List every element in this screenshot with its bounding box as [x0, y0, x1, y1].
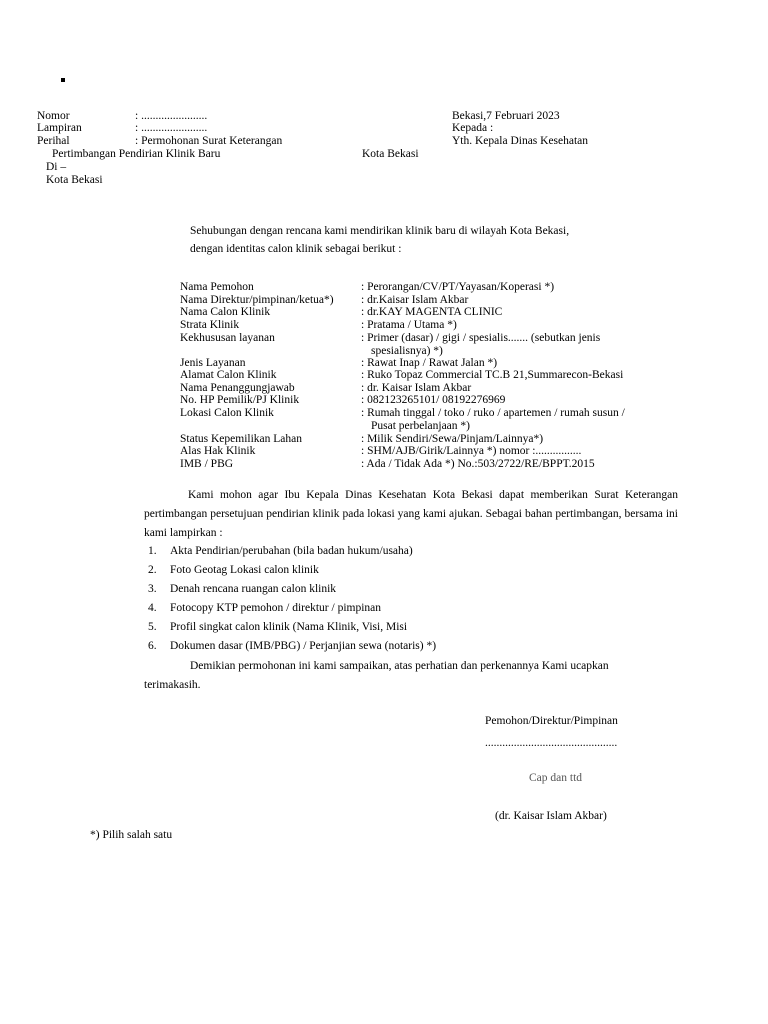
city-label: Kota Bekasi	[46, 174, 103, 186]
identity-value: : dr. Kaisar Islam Akbar	[361, 382, 472, 394]
identity-value: : dr.Kaisar Islam Akbar	[361, 294, 469, 306]
identity-label: Kekhususan layanan	[180, 332, 275, 344]
identity-value: : Ada / Tidak Ada *) No.:503/2722/RE/BPPT.2015	[361, 458, 595, 470]
recipient-title: Yth. Kepala Dinas Kesehatan	[452, 135, 589, 147]
identity-label: Nama Direktur/pimpinan/ketua*)	[180, 294, 334, 306]
identity-value-cont: Pusat perbelanjaan *)	[371, 420, 470, 432]
identity-label: No. HP Pemilik/PJ Klinik	[180, 394, 300, 406]
nomor-label: Nomor	[37, 110, 70, 122]
identity-label: Nama Calon Klinik	[180, 306, 271, 318]
identity-label: Nama Pemohon	[180, 281, 254, 293]
identity-label: Strata Klinik	[180, 319, 240, 331]
identity-value: : SHM/AJB/Girik/Lainnya *) nomor :................	[361, 445, 582, 457]
lampiran-label: Lampiran	[37, 122, 82, 134]
identity-value: : Rawat Inap / Rawat Jalan *)	[361, 357, 498, 369]
identity-label: Nama Penanggungjawab	[180, 382, 295, 394]
identity-label: Lokasi Calon Klinik	[180, 407, 274, 419]
identity-label: Status Kepemilikan Lahan	[180, 433, 302, 445]
closing-line-2: terimakasih.	[144, 679, 201, 691]
kepada-label: Kepada :	[452, 122, 494, 134]
signatory-name: (dr. Kaisar Islam Akbar)	[495, 810, 607, 822]
identity-value-cont: spesialisnya) *)	[371, 345, 443, 357]
bullet-mark	[61, 78, 65, 82]
perihal-label: Perihal	[37, 135, 70, 147]
closing-line-1: Demikian permohonan ini kami sampaikan, atas perhatian dan perkenannya Kami ucapkan	[190, 660, 609, 672]
identity-label: Jenis Layanan	[180, 357, 246, 369]
request-paragraph: Kami mohon agar Ibu Kepala Dinas Kesehatan Kota Bekasi dapat memberikan Surat Keterangan pertimbangan persetujuan pendirian klinik pada lokasi yang kami ajukan. Sebagai bahan pertimbangan, bersama ini kami lampirkan :	[144, 489, 678, 539]
identity-value: : 082123265101/ 08192276969	[361, 394, 506, 406]
nomor-value: : .......................	[135, 110, 208, 122]
identity-value: : Rumah tinggal / toko / ruko / apartemen / rumah susun /	[361, 407, 625, 419]
identity-value: : Primer (dasar) / gigi / spesialis....... (sebutkan jenis	[361, 332, 601, 344]
perihal-value: : Permohonan Surat Keterangan	[135, 135, 283, 147]
identity-label: IMB / PBG	[180, 458, 234, 470]
identity-value: : Pratama / Utama *)	[361, 319, 457, 331]
identity-label: Alas Hak Klinik	[180, 445, 256, 457]
signature-dots: ..............................................	[485, 737, 618, 749]
stamp-placeholder: Cap dan ttd	[529, 772, 583, 784]
identity-value: : Ruko Topaz Commercial TC.B 21,Summarecon-Bekasi	[361, 369, 624, 381]
identity-value: : Milik Sendiri/Sewa/Pinjam/Lainnya*)	[361, 433, 544, 445]
di-label: Di –	[46, 161, 67, 173]
identity-value: : dr.KAY MAGENTA CLINIC	[361, 306, 503, 318]
letter-date: Bekasi,7 Februari 2023	[452, 110, 560, 122]
footnote: *) Pilih salah satu	[90, 829, 173, 841]
recipient-city: Kota Bekasi	[362, 148, 419, 160]
perihal-continuation: Pertimbangan Pendirian Klinik Baru	[52, 148, 221, 160]
identity-label: Alamat Calon Klinik	[180, 369, 277, 381]
intro-line-2: dengan identitas calon klinik sebagai berikut :	[190, 243, 402, 255]
intro-line-1: Sehubungan dengan rencana kami mendirikan klinik baru di wilayah Kota Bekasi,	[190, 225, 570, 237]
lampiran-value: : .......................	[135, 122, 208, 134]
identity-value: : Perorangan/CV/PT/Yayasan/Koperasi *)	[361, 281, 555, 293]
signature-role: Pemohon/Direktur/Pimpinan	[485, 715, 618, 727]
